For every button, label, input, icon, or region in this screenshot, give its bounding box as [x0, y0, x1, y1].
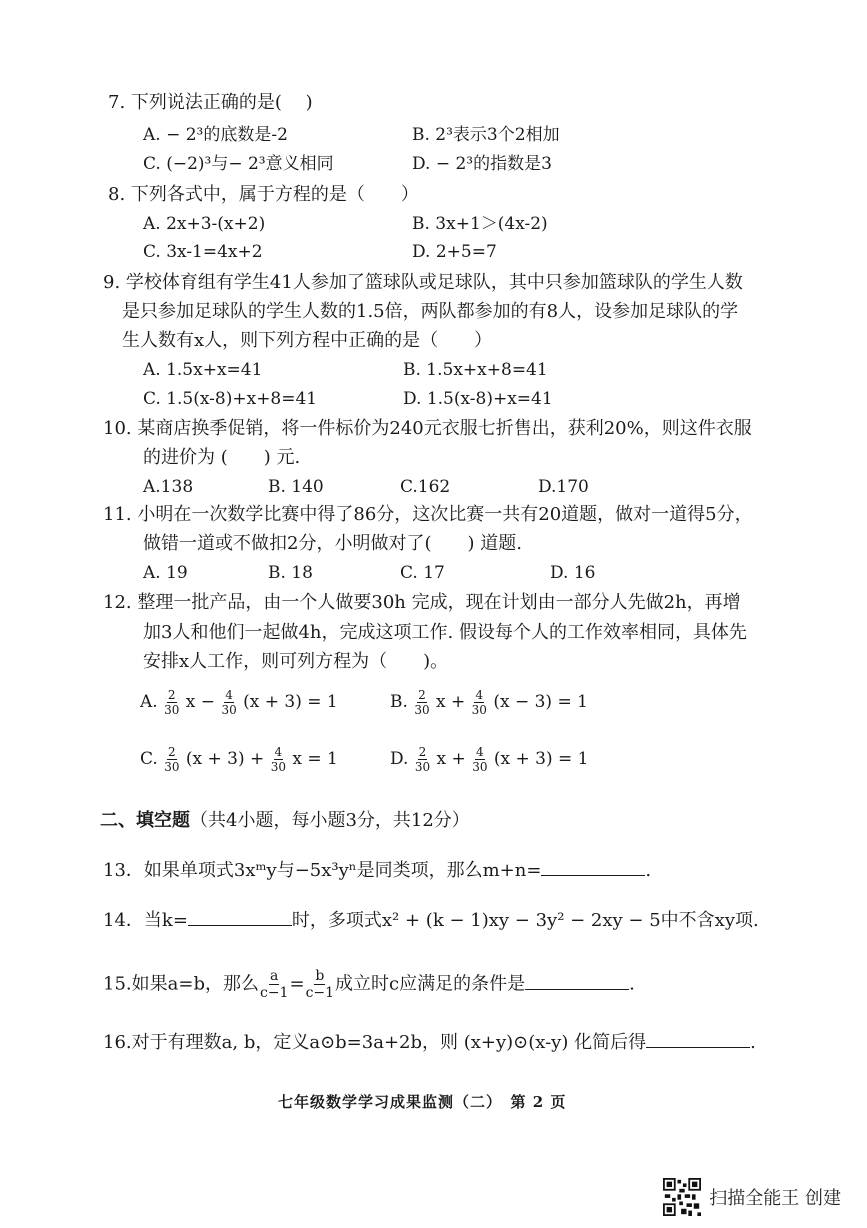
option-d: D. $\frac{2}{30}$ x + $\frac{4}{30}$ (x + 3) = 1 [390, 745, 589, 774]
option-d: D.170 [538, 477, 589, 497]
question-stem: 成立时c应满足的条件是 [335, 973, 526, 995]
question-number: 12. [103, 592, 132, 613]
option-a: A.138 [143, 477, 194, 497]
fraction: $\frac{b}{c-1}$ [305, 968, 335, 1001]
option-letter: C. [140, 749, 158, 769]
question-line: 生人数有x人，则下列方程中正确的是（ ） [122, 330, 493, 351]
question-line: 安排x人工作，则可列方程为（ )。 [143, 651, 449, 672]
question-line: 某商店换季促销，将一件标价为240元衣服七折售出，获利20%，则这件衣服 [137, 418, 752, 439]
fraction: $\frac{2}{30}$ [164, 745, 180, 774]
question-12 [103, 588, 741, 618]
question-line: 小明在一次数学比赛中得了86分，这次比赛一共有20道题，做对一道得5分， [137, 504, 753, 525]
answer-blank[interactable] [541, 857, 645, 876]
option-a: A. 2x+3-(x+2) [143, 214, 266, 234]
option-c: C. 1.5(x-8)+x+8=41 [143, 389, 318, 409]
question-11 [103, 500, 753, 530]
fraction: $\frac{4}{30}$ [221, 688, 237, 717]
question-line: 是只参加足球队的学生人数的1.5倍，两队都参加的有8人，设参加足球队的学 [122, 301, 739, 322]
question-number: 7. [108, 92, 126, 113]
option-d: D. 1.5(x-8)+x=41 [403, 389, 553, 409]
question-line: 整理一批产品，由一个人做要30h 完成，现在计划由一部分人先做2h，再增 [137, 592, 741, 613]
question-8 [108, 180, 419, 210]
option-b: B. 18 [268, 563, 313, 583]
option-d: D. 16 [550, 563, 596, 583]
option-a: A. 19 [143, 563, 188, 583]
fraction: $\frac{4}{30}$ [471, 688, 487, 717]
option-c: C. (−2)³与− 2³意义相同 [143, 154, 334, 174]
option-letter: B. [390, 692, 408, 712]
option-a: A. − 2³的底数是-2 [143, 125, 288, 145]
option-c: C. $\frac{2}{30}$ (x + 3) + $\frac{4}{30}$ x = 1 [140, 745, 338, 774]
fraction: $\frac{a}{c-1}$ [259, 968, 289, 1001]
question-10 [103, 414, 752, 444]
question-line: 的进价为 ( ) 元. [143, 447, 301, 468]
question-15: 15.如果a=b，那么 $\frac{a}{c-1}$ = $\frac{b}{c-1}$ 成立时c应满足的条件是 . [103, 968, 635, 1001]
question-stem: 对于有理数a, b，定义a⊙b=3a+2b，则 (x+y)⊙(x-y) 化简后得 [131, 1032, 647, 1053]
option-d: D. − 2³的指数是3 [412, 154, 552, 174]
question-number: 9. [103, 272, 121, 293]
scanner-watermark [663, 1178, 841, 1216]
option-b: B. 3x+1＞(4x-2) [412, 214, 548, 234]
question-number: 15. [103, 973, 132, 995]
option-b: B. $\frac{2}{30}$ x + $\frac{4}{30}$ (x − 3) = 1 [390, 688, 588, 717]
question-number: 14． [103, 910, 144, 931]
option-letter: D. [390, 749, 409, 769]
question-line: 学校体育组有学生41人参加了篮球队或足球队，其中只参加篮球队的学生人数 [125, 272, 743, 293]
fraction: $\frac{4}{30}$ [472, 745, 488, 774]
question-number: 10. [103, 418, 132, 439]
answer-blank[interactable] [525, 971, 629, 990]
question-7 [108, 88, 313, 118]
question-16: 16.对于有理数a, b，定义a⊙b=3a+2b，则 (x+y)⊙(x-y) 化简后得 . [103, 1028, 756, 1058]
option-c: C. 3x-1=4x+2 [143, 242, 263, 262]
question-stem: 时，多项式x² + (k − 1)xy − 3y² − 2xy − 5中不含xy项. [291, 910, 759, 931]
section-title: 二、填空题 [100, 810, 190, 831]
page-footer: 七年级数学学习成果监测（二） 第 2 页 [278, 1093, 567, 1111]
option-a: A. $\frac{2}{30}$ x − $\frac{4}{30}$ (x + 3) = 1 [140, 688, 338, 717]
question-line: 加3人和他们一起做4h，完成这项工作. 假设每个人的工作效率相同，具体先 [143, 622, 747, 643]
option-letter: A. [140, 692, 158, 712]
question-stem: 如果单项式3xᵐy与−5x³yⁿ是同类项，那么m+n= [143, 860, 542, 881]
qr-code-icon [663, 1178, 701, 1216]
option-d: D. 2+5=7 [412, 242, 497, 262]
fraction: $\frac{2}{30}$ [414, 688, 430, 717]
question-number: 13． [103, 860, 144, 881]
option-b: B. 140 [268, 477, 324, 497]
answer-blank[interactable] [188, 907, 292, 926]
fraction: $\frac{2}{30}$ [164, 688, 180, 717]
fraction: $\frac{4}{30}$ [270, 745, 286, 774]
question-number: 8. [108, 184, 126, 205]
question-stem: 下列说法正确的是( ) [130, 92, 313, 113]
answer-blank[interactable] [646, 1029, 750, 1048]
option-c: C. 17 [400, 563, 445, 583]
section-note: （共4小题，每小题3分，共12分） [190, 810, 470, 831]
watermark-text: 扫描全能王 创建 [709, 1188, 841, 1209]
option-c: C.162 [400, 477, 451, 497]
question-stem: 下列各式中，属于方程的是（ ） [130, 184, 419, 205]
option-a: A. 1.5x+x=41 [143, 360, 263, 380]
question-number: 11. [103, 504, 132, 525]
question-number: 16. [103, 1032, 132, 1053]
section-heading [100, 806, 470, 832]
question-line: 做错一道或不做扣2分，小明做对了( ) 道题. [143, 533, 522, 554]
fraction: $\frac{2}{30}$ [414, 745, 431, 774]
question-14: 14．当k= 时，多项式x² + (k − 1)xy − 3y² − 2xy − 5中不含xy项. [103, 906, 759, 936]
option-b: B. 2³表示3个2相加 [412, 125, 560, 145]
question-13: 13．如果单项式3xᵐy与−5x³yⁿ是同类项，那么m+n= . [103, 856, 651, 886]
question-9 [103, 268, 743, 298]
option-b: B. 1.5x+x+8=41 [403, 360, 548, 380]
